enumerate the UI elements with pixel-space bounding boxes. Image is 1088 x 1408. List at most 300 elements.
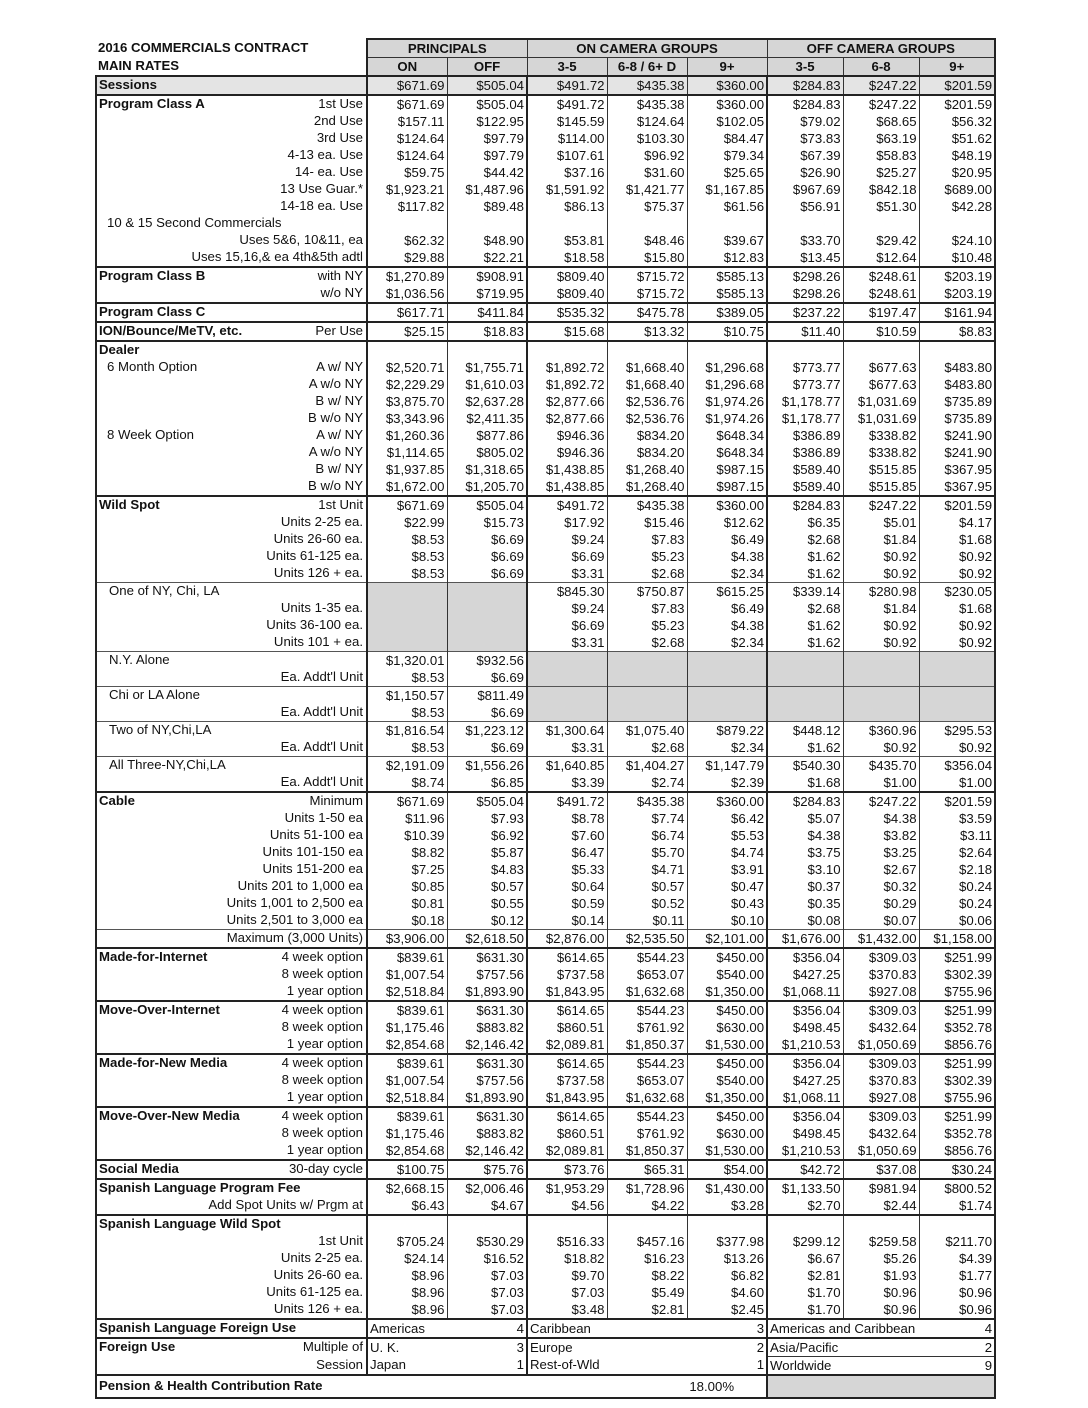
rate-cell: $6.35 (767, 514, 843, 531)
rate-cell: $2.74 (607, 774, 687, 792)
rate-cell: $1,893.90 (447, 983, 527, 1001)
sub-label: Per Use (315, 323, 363, 338)
sub-label: Uses 5&6, 10&11, ea (239, 232, 363, 247)
sub-label: 14- ea. Use (294, 164, 363, 179)
rate-cell: $1,068.11 (767, 983, 843, 1001)
rate-cell: $2.68 (607, 739, 687, 757)
row-label (96, 704, 367, 722)
rate-cell: $2,146.42 (447, 1142, 527, 1160)
rate-cell (687, 1215, 767, 1233)
rate-cell: $7.83 (607, 600, 687, 617)
rate-cell: $6.69 (447, 739, 527, 757)
rate-cell: $124.64 (607, 113, 687, 130)
rate-cell: $435.70 (843, 757, 919, 775)
rate-cell: $7.03 (447, 1301, 527, 1319)
row-label (96, 948, 367, 966)
rate-cell: $2,518.84 (367, 983, 447, 1001)
rate-cell: $1,007.54 (367, 1072, 447, 1089)
rate-cell: $6.69 (447, 531, 527, 548)
rate-cell: $1,270.89 (367, 267, 447, 285)
rate-cell: $2.68 (767, 600, 843, 617)
rate-cell: $7.03 (447, 1284, 527, 1301)
rate-cell: $42.28 (919, 198, 995, 215)
table-row (96, 912, 995, 930)
rate-cell: $48.90 (447, 232, 527, 249)
section-label: 6 Month Option (107, 359, 198, 374)
rate-cell: $411.84 (447, 303, 527, 322)
rate-cell: $8.83 (919, 322, 995, 341)
table-row (96, 948, 995, 966)
row-label (96, 774, 367, 792)
rate-cell: $1,296.68 (687, 359, 767, 376)
rate-cell: $773.77 (767, 376, 843, 393)
rate-cell: $2,536.76 (607, 393, 687, 410)
rate-cell: $230.05 (919, 583, 995, 601)
rate-cell: $5.26 (843, 1250, 919, 1267)
rate-cell: $5.87 (447, 844, 527, 861)
sub-label: 4-13 ea. Use (287, 147, 363, 162)
table-row (96, 1197, 995, 1215)
rate-cell (367, 1215, 447, 1233)
rate-cell: $614.65 (527, 948, 607, 966)
rate-cell: $356.04 (767, 948, 843, 966)
rate-cell: $0.18 (367, 912, 447, 930)
rate-cell: $360.00 (687, 95, 767, 113)
table-row (96, 1036, 995, 1054)
rate-cell: $37.08 (843, 1160, 919, 1179)
rate-cell: $79.34 (687, 147, 767, 164)
region-multiple: 3 (687, 1319, 767, 1338)
rate-cell: $1.74 (919, 1197, 995, 1215)
row-label (96, 249, 367, 267)
sub-label: Ea. Addt'l Unit (280, 704, 363, 719)
rate-cell: $6.67 (767, 1250, 843, 1267)
section-label: Sessions (99, 77, 157, 92)
rate-cell: $5.07 (767, 810, 843, 827)
rate-cell: $7.03 (447, 1267, 527, 1284)
table-row (96, 285, 995, 303)
rate-cell: $1,075.40 (607, 722, 687, 740)
rate-cell (843, 652, 919, 670)
rate-cell: $1.84 (843, 531, 919, 548)
rate-cell: $648.34 (687, 427, 767, 444)
rate-cell: $4.56 (527, 1197, 607, 1215)
rate-cell (767, 652, 843, 670)
sub-label: Units 2-25 ea. (280, 514, 363, 529)
sub-label: Units 126 + ea. (273, 565, 363, 580)
rate-cell: $435.38 (607, 792, 687, 810)
rate-cell: $1.62 (767, 617, 843, 634)
table-row (96, 444, 995, 461)
rate-cell: $7.74 (607, 810, 687, 827)
table-row (96, 617, 995, 634)
rates-sheet (95, 38, 991, 1399)
rate-cell: $1.62 (767, 739, 843, 757)
table-row (96, 583, 995, 601)
rate-cell: $5.23 (607, 617, 687, 634)
rate-cell: $1,892.72 (527, 359, 607, 376)
rate-cell: $10.48 (919, 249, 995, 267)
rate-cell: $1,050.69 (843, 1142, 919, 1160)
table-row (96, 215, 995, 232)
rate-cell: $1.93 (843, 1267, 919, 1284)
rate-cell: $75.37 (607, 198, 687, 215)
row-label (96, 76, 367, 95)
rate-cell: $2,146.42 (447, 1036, 527, 1054)
rate-cell: $540.00 (687, 966, 767, 983)
rate-cell: $860.51 (527, 1019, 607, 1036)
rate-cell: $845.30 (527, 583, 607, 601)
rate-cell: $2,411.35 (447, 410, 527, 427)
rate-cell: $1,676.00 (767, 930, 843, 949)
rate-cell: $367.95 (919, 461, 995, 478)
rate-cell: $427.25 (767, 1072, 843, 1089)
rate-cell: $1,591.92 (527, 181, 607, 198)
table-row (96, 895, 995, 912)
rate-cell: $631.30 (447, 1107, 527, 1125)
rate-cell: $6.47 (527, 844, 607, 861)
rate-cell: $2,191.09 (367, 757, 447, 775)
rate-cell: $1.00 (919, 774, 995, 792)
rate-cell: $2,536.76 (607, 410, 687, 427)
rate-cell: $18.58 (527, 249, 607, 267)
rate-cell: $2.68 (767, 531, 843, 548)
rate-cell (687, 704, 767, 722)
rate-cell (527, 669, 607, 687)
section-label: Spanish Language Wild Spot (99, 1216, 281, 1231)
rate-cell: $1,937.85 (367, 461, 447, 478)
rate-cell (919, 669, 995, 687)
rate-cell: $53.81 (527, 232, 607, 249)
rate-cell: $356.04 (767, 1107, 843, 1125)
section-label: Spanish Language Foreign Use (99, 1320, 297, 1335)
table-row (96, 1160, 995, 1179)
foreign-use-row (96, 1338, 995, 1357)
rate-cell: $671.69 (367, 76, 447, 95)
row-label (96, 912, 367, 930)
rate-cell: $9.24 (527, 600, 607, 617)
rate-cell: $1,210.53 (767, 1142, 843, 1160)
rate-cell: $1,923.21 (367, 181, 447, 198)
rate-cell: $0.11 (607, 912, 687, 930)
rate-cell (447, 600, 527, 617)
rate-cell: $1,953.29 (527, 1179, 607, 1197)
rate-cell (767, 341, 843, 359)
rate-cell: $360.00 (687, 792, 767, 810)
section-label: Made-for-New Media (99, 1055, 228, 1070)
rate-cell: $4.38 (687, 548, 767, 565)
sub-label: Ea. Addt'l Unit (280, 669, 363, 684)
row-label (96, 215, 367, 232)
sub-label: Units 61-125 ea. (266, 548, 363, 563)
rate-cell: $1,893.90 (447, 1089, 527, 1107)
rate-cell: $15.73 (447, 514, 527, 531)
row-label (96, 792, 367, 810)
row-label (96, 1215, 367, 1233)
rate-cell: $298.26 (767, 267, 843, 285)
rate-cell: $3.25 (843, 844, 919, 861)
row-label (96, 1284, 367, 1301)
rate-cell: $1.84 (843, 600, 919, 617)
rate-cell: $2.34 (687, 634, 767, 652)
rate-cell: $2.18 (919, 861, 995, 878)
rate-cell: $0.85 (367, 878, 447, 895)
rate-cell: $1,167.85 (687, 181, 767, 198)
sub-label: A w/o NY (308, 376, 363, 391)
rate-cell: $705.24 (367, 1233, 447, 1250)
rate-cell: $1,404.27 (607, 757, 687, 775)
rate-cell: $59.75 (367, 164, 447, 181)
rate-cell: $719.95 (447, 285, 527, 303)
row-label (96, 514, 367, 531)
rate-cell: $1,632.68 (607, 983, 687, 1001)
rate-cell: $0.96 (919, 1284, 995, 1301)
row-label (96, 652, 367, 670)
table-row (96, 1019, 995, 1036)
sub-label: 30-day cycle (288, 1161, 363, 1176)
row-label (96, 548, 367, 565)
rate-cell (687, 215, 767, 232)
rate-cell: $6.69 (447, 548, 527, 565)
row-label (96, 878, 367, 895)
rate-cell: $8.78 (527, 810, 607, 827)
rate-cell: $927.08 (843, 1089, 919, 1107)
rate-cell: $7.25 (367, 861, 447, 878)
rate-cell (843, 687, 919, 705)
rate-cell: $3.31 (527, 565, 607, 583)
region-multiple: 4 (447, 1319, 527, 1338)
rate-cell: $1,668.40 (607, 359, 687, 376)
rate-cell: $1,632.68 (607, 1089, 687, 1107)
table-row (96, 359, 995, 376)
rate-cell: $2,101.00 (687, 930, 767, 949)
rate-cell: $1,114.65 (367, 444, 447, 461)
rate-cell: $247.22 (843, 95, 919, 113)
rate-cell: $68.65 (843, 113, 919, 130)
row-label (96, 1036, 367, 1054)
rate-cell: $54.00 (687, 1160, 767, 1179)
sub-label: B w/ NY (315, 461, 363, 476)
row-label (96, 1357, 367, 1376)
rate-cell: $247.22 (843, 76, 919, 95)
rate-cell: $631.30 (447, 948, 527, 966)
rate-cell: $29.42 (843, 232, 919, 249)
sub-label: Units 101 + ea. (273, 634, 363, 649)
rate-cell: $515.85 (843, 461, 919, 478)
rate-cell: $48.19 (919, 147, 995, 164)
row-label (96, 496, 367, 514)
rate-cell: $9.70 (527, 1267, 607, 1284)
table-row (96, 376, 995, 393)
rate-cell: $1,530.00 (687, 1142, 767, 1160)
sub-label: A w/o NY (308, 444, 363, 459)
rate-cell (919, 1215, 995, 1233)
rate-cell: $1,210.53 (767, 1036, 843, 1054)
rate-cell: $809.40 (527, 267, 607, 285)
rate-cell: $247.22 (843, 792, 919, 810)
table-row (96, 687, 995, 705)
rate-cell: $6.69 (447, 669, 527, 687)
sheet-subtitle: MAIN RATES (96, 58, 367, 77)
rate-cell: $251.99 (919, 948, 995, 966)
row-label (96, 983, 367, 1001)
rate-cell: $13.26 (687, 1250, 767, 1267)
rate-cell: $435.38 (607, 496, 687, 514)
row-label (96, 303, 367, 322)
rate-cell: $203.19 (919, 285, 995, 303)
section-label: Spanish Language Program Fee (99, 1180, 301, 1195)
rate-cell: $201.59 (919, 792, 995, 810)
rate-cell: $1,640.85 (527, 757, 607, 775)
row-label (96, 687, 367, 705)
rate-cell: $1,843.95 (527, 1089, 607, 1107)
rate-cell: $4.22 (607, 1197, 687, 1215)
rate-cell: $544.23 (607, 1054, 687, 1072)
rate-cell: $30.24 (919, 1160, 995, 1179)
sub-label: 4 week option (281, 1055, 363, 1070)
rate-cell: $0.07 (843, 912, 919, 930)
row-label (96, 444, 367, 461)
sub-label: Add Spot Units w/ Prgm at (208, 1197, 363, 1212)
rate-cell: $309.03 (843, 1054, 919, 1072)
rate-cell: $2,877.66 (527, 393, 607, 410)
rate-cell: $877.86 (447, 427, 527, 444)
region-name: Asia/Pacific (767, 1338, 919, 1357)
rate-cell: $8.96 (367, 1267, 447, 1284)
rate-cell: $689.00 (919, 181, 995, 198)
sub-label: Units 101-150 ea (262, 844, 363, 859)
rate-cell: $4.39 (919, 1250, 995, 1267)
rate-cell: $1,850.37 (607, 1142, 687, 1160)
rate-cell: $491.72 (527, 792, 607, 810)
row-label (96, 634, 367, 652)
rate-cell: $1,432.00 (843, 930, 919, 949)
row-label (96, 583, 367, 601)
col-header: ON (367, 58, 447, 77)
rate-cell (843, 341, 919, 359)
rate-cell: $103.30 (607, 130, 687, 147)
row-label (96, 722, 367, 740)
rate-cell: $161.94 (919, 303, 995, 322)
rate-cell: $535.32 (527, 303, 607, 322)
row-label (96, 1233, 367, 1250)
rate-cell: $2,668.15 (367, 1179, 447, 1197)
rate-cell: $7.83 (607, 531, 687, 548)
rate-cell (607, 669, 687, 687)
section-label: Program Class A (99, 96, 205, 111)
section-label: N.Y. Alone (109, 652, 170, 667)
rate-cell: $309.03 (843, 1001, 919, 1019)
rate-cell: $0.35 (767, 895, 843, 912)
rate-cell: $448.12 (767, 722, 843, 740)
rate-cell: $352.78 (919, 1125, 995, 1142)
rate-cell (367, 617, 447, 634)
sub-label: 3rd Use (316, 130, 363, 145)
rate-cell: $735.89 (919, 410, 995, 427)
sub-label: Maximum (3,000 Units) (226, 930, 363, 945)
rate-cell: $737.58 (527, 1072, 607, 1089)
row-label (96, 232, 367, 249)
rate-cell: $356.04 (919, 757, 995, 775)
table-row (96, 496, 995, 514)
rate-cell: $51.30 (843, 198, 919, 215)
rate-cell: $157.11 (367, 113, 447, 130)
row-label (96, 1250, 367, 1267)
rate-cell: $677.63 (843, 376, 919, 393)
sub-label: A w/ NY (316, 427, 363, 442)
table-row (96, 1179, 995, 1197)
table-row (96, 1142, 995, 1160)
rate-cell: $2,618.50 (447, 930, 527, 949)
row-label (96, 1107, 367, 1125)
rate-cell: $124.64 (367, 130, 447, 147)
col-header: OFF (447, 58, 527, 77)
table-row (96, 393, 995, 410)
rate-cell: $755.96 (919, 1089, 995, 1107)
rate-cell: $5.23 (607, 548, 687, 565)
rate-cell: $0.06 (919, 912, 995, 930)
rate-cell: $96.92 (607, 147, 687, 164)
rate-cell: $1.70 (767, 1301, 843, 1319)
rate-cell: $8.22 (607, 1267, 687, 1284)
rate-cell: $6.43 (367, 1197, 447, 1215)
region-name: Japan (367, 1357, 447, 1376)
rate-cell: $1.68 (767, 774, 843, 792)
rate-cell: $17.92 (527, 514, 607, 531)
table-row (96, 427, 995, 444)
rate-cell: $585.13 (687, 285, 767, 303)
rate-cell: $56.91 (767, 198, 843, 215)
rate-cell: $631.30 (447, 1054, 527, 1072)
rate-cell: $671.69 (367, 496, 447, 514)
rate-cell: $377.98 (687, 1233, 767, 1250)
table-row (96, 461, 995, 478)
rate-cell: $203.19 (919, 267, 995, 285)
section-label: Social Media (99, 1161, 179, 1176)
rate-cell: $1.62 (767, 565, 843, 583)
rate-cell (527, 704, 607, 722)
row-label (96, 617, 367, 634)
sub-label: 8 week option (281, 1072, 363, 1087)
row-label (96, 757, 367, 775)
sub-label: with NY (317, 268, 363, 283)
table-row (96, 76, 995, 95)
rate-cell: $450.00 (687, 948, 767, 966)
rate-cell: $2.70 (767, 1197, 843, 1215)
rate-cell (687, 341, 767, 359)
rate-cell: $201.59 (919, 95, 995, 113)
rate-cell: $0.37 (767, 878, 843, 895)
rate-cell: $201.59 (919, 76, 995, 95)
rate-cell: $10.39 (367, 827, 447, 844)
region-multiple: 1 (756, 1357, 765, 1373)
rate-cell: $4.74 (687, 844, 767, 861)
table-row (96, 844, 995, 861)
rate-cell: $4.67 (447, 1197, 527, 1215)
table-row (96, 1284, 995, 1301)
rate-cell: $97.79 (447, 130, 527, 147)
group-off-camera: OFF CAMERA GROUPS (767, 39, 995, 58)
rate-cell: $457.16 (607, 1233, 687, 1250)
sub-label: w/o NY (320, 285, 363, 300)
rate-cell: $37.16 (527, 164, 607, 181)
rate-cell: $4.17 (919, 514, 995, 531)
rate-cell: $1.68 (919, 600, 995, 617)
pension-rate: 18.00% (367, 1375, 767, 1398)
rate-cell: $1,320.01 (367, 652, 447, 670)
rate-cell: $386.89 (767, 444, 843, 461)
section-label: Program Class B (99, 268, 206, 283)
